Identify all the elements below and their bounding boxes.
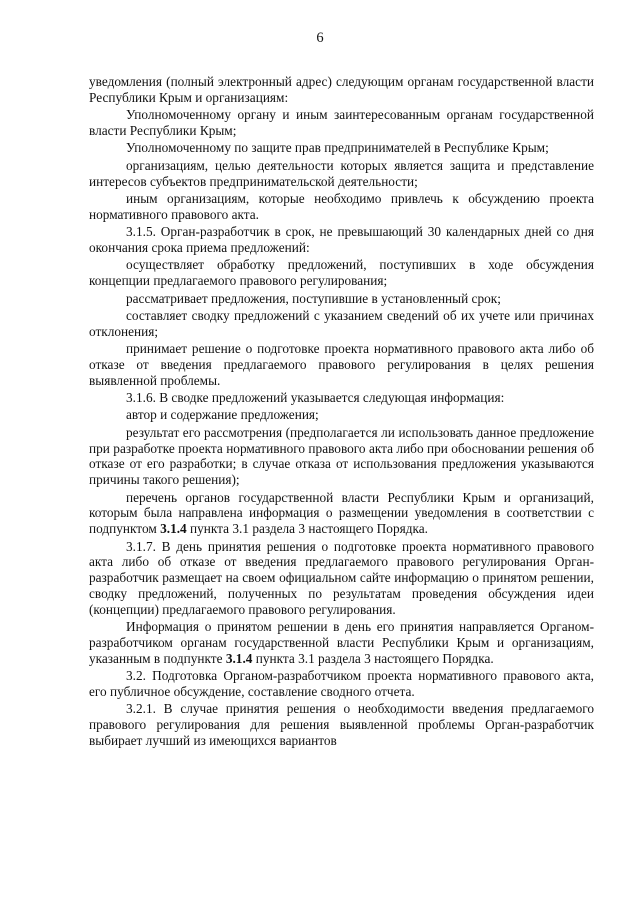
paragraph: автор и содержание предложения; xyxy=(126,407,319,423)
paragraph: уведомления (полный электронный адрес) следующим органам государственной власти Республики Крым и организациям: xyxy=(89,74,594,105)
document-body xyxy=(89,74,594,750)
paragraph: результат его рассмотрения (предполагается ли использовать данное предложение при разработке проекта нормативного правового акта либо при обосновании решения об отказе от его разработки; в случае отказа от использования предложения указываются причины такого решения); xyxy=(89,424,594,488)
paragraph: организациям, целью деятельности которых является защита и представление интересов субъектов предпринимательской деятельности; xyxy=(89,157,594,189)
page-number: 6 xyxy=(316,30,324,46)
paragraph-text: пункта 3.1 раздела 3 настоящего Порядка. xyxy=(186,521,428,537)
paragraph: составляет сводку предложений с указанием сведений об их учете или причинах отклонения; xyxy=(89,307,594,339)
paragraph: принимает решение о подготовке проекта нормативного правового акта либо об отказе от введения предлагаемого правового регулирования в целях решения выявленной проблемы. xyxy=(89,341,594,388)
paragraph: осуществляет обработку предложений, поступивших в ходе обсуждения концепции предлагаемого правового регулирования; xyxy=(89,257,594,289)
paragraph: 3.1.5. Орган-разработчик в срок, не превышающий 30 календарных дней со дня окончания срока приема предложений: xyxy=(89,224,594,255)
paragraph-text: Информация о принятом решении в день его принятия направляется Органом-разработчиком органам государственной власти Республики Крым и организациям, указанным в подпункте xyxy=(89,619,594,666)
paragraph: рассматривает предложения, поступившие в установленный срок; xyxy=(126,290,501,306)
paragraph xyxy=(89,490,594,537)
paragraph-text: пункта 3.1 раздела 3 настоящего Порядка. xyxy=(252,650,494,666)
subclause-reference: 3.1.4 xyxy=(160,521,187,537)
paragraph: 3.1.6. В сводке предложений указывается следующая информация: xyxy=(126,390,505,406)
paragraph: 3.2.1. В случае принятия решения о необходимости введения предлагаемого правового регулирования для решения выявленной проблемы Орган-разработчик выбирает лучший из имеющихся вариантов xyxy=(89,701,594,748)
paragraph: 3.2. Подготовка Органом-разработчиком проекта нормативного правового акта, его публичное обсуждение, составление сводного отчета. xyxy=(89,668,594,699)
paragraph xyxy=(89,619,594,666)
paragraph-text: перечень органов государственной власти Республики Крым и организаций, которым была направлена информация о размещении уведомления в соответствии с подпунктом xyxy=(89,489,594,537)
paragraph: Уполномоченному по защите прав предпринимателей в Республике Крым; xyxy=(126,140,549,156)
paragraph: Уполномоченному органу и иным заинтересованным органам государственной власти Республики Крым; xyxy=(89,107,594,138)
paragraph: 3.1.7. В день принятия решения о подготовке проекта нормативного правового акта либо об отказе от введения предлагаемого правового регулирования Орган-разработчик размещает на своем официальном сайте информацию о принятом решении, сводку предложений, полученных по результатам проведения обсуждения идеи (концепции) предлагаемого правового регулирования. xyxy=(89,538,594,617)
paragraph: иным организациям, которые необходимо привлечь к обсуждению проекта нормативного правового акта. xyxy=(89,190,594,222)
subclause-reference: 3.1.4 xyxy=(225,650,253,666)
